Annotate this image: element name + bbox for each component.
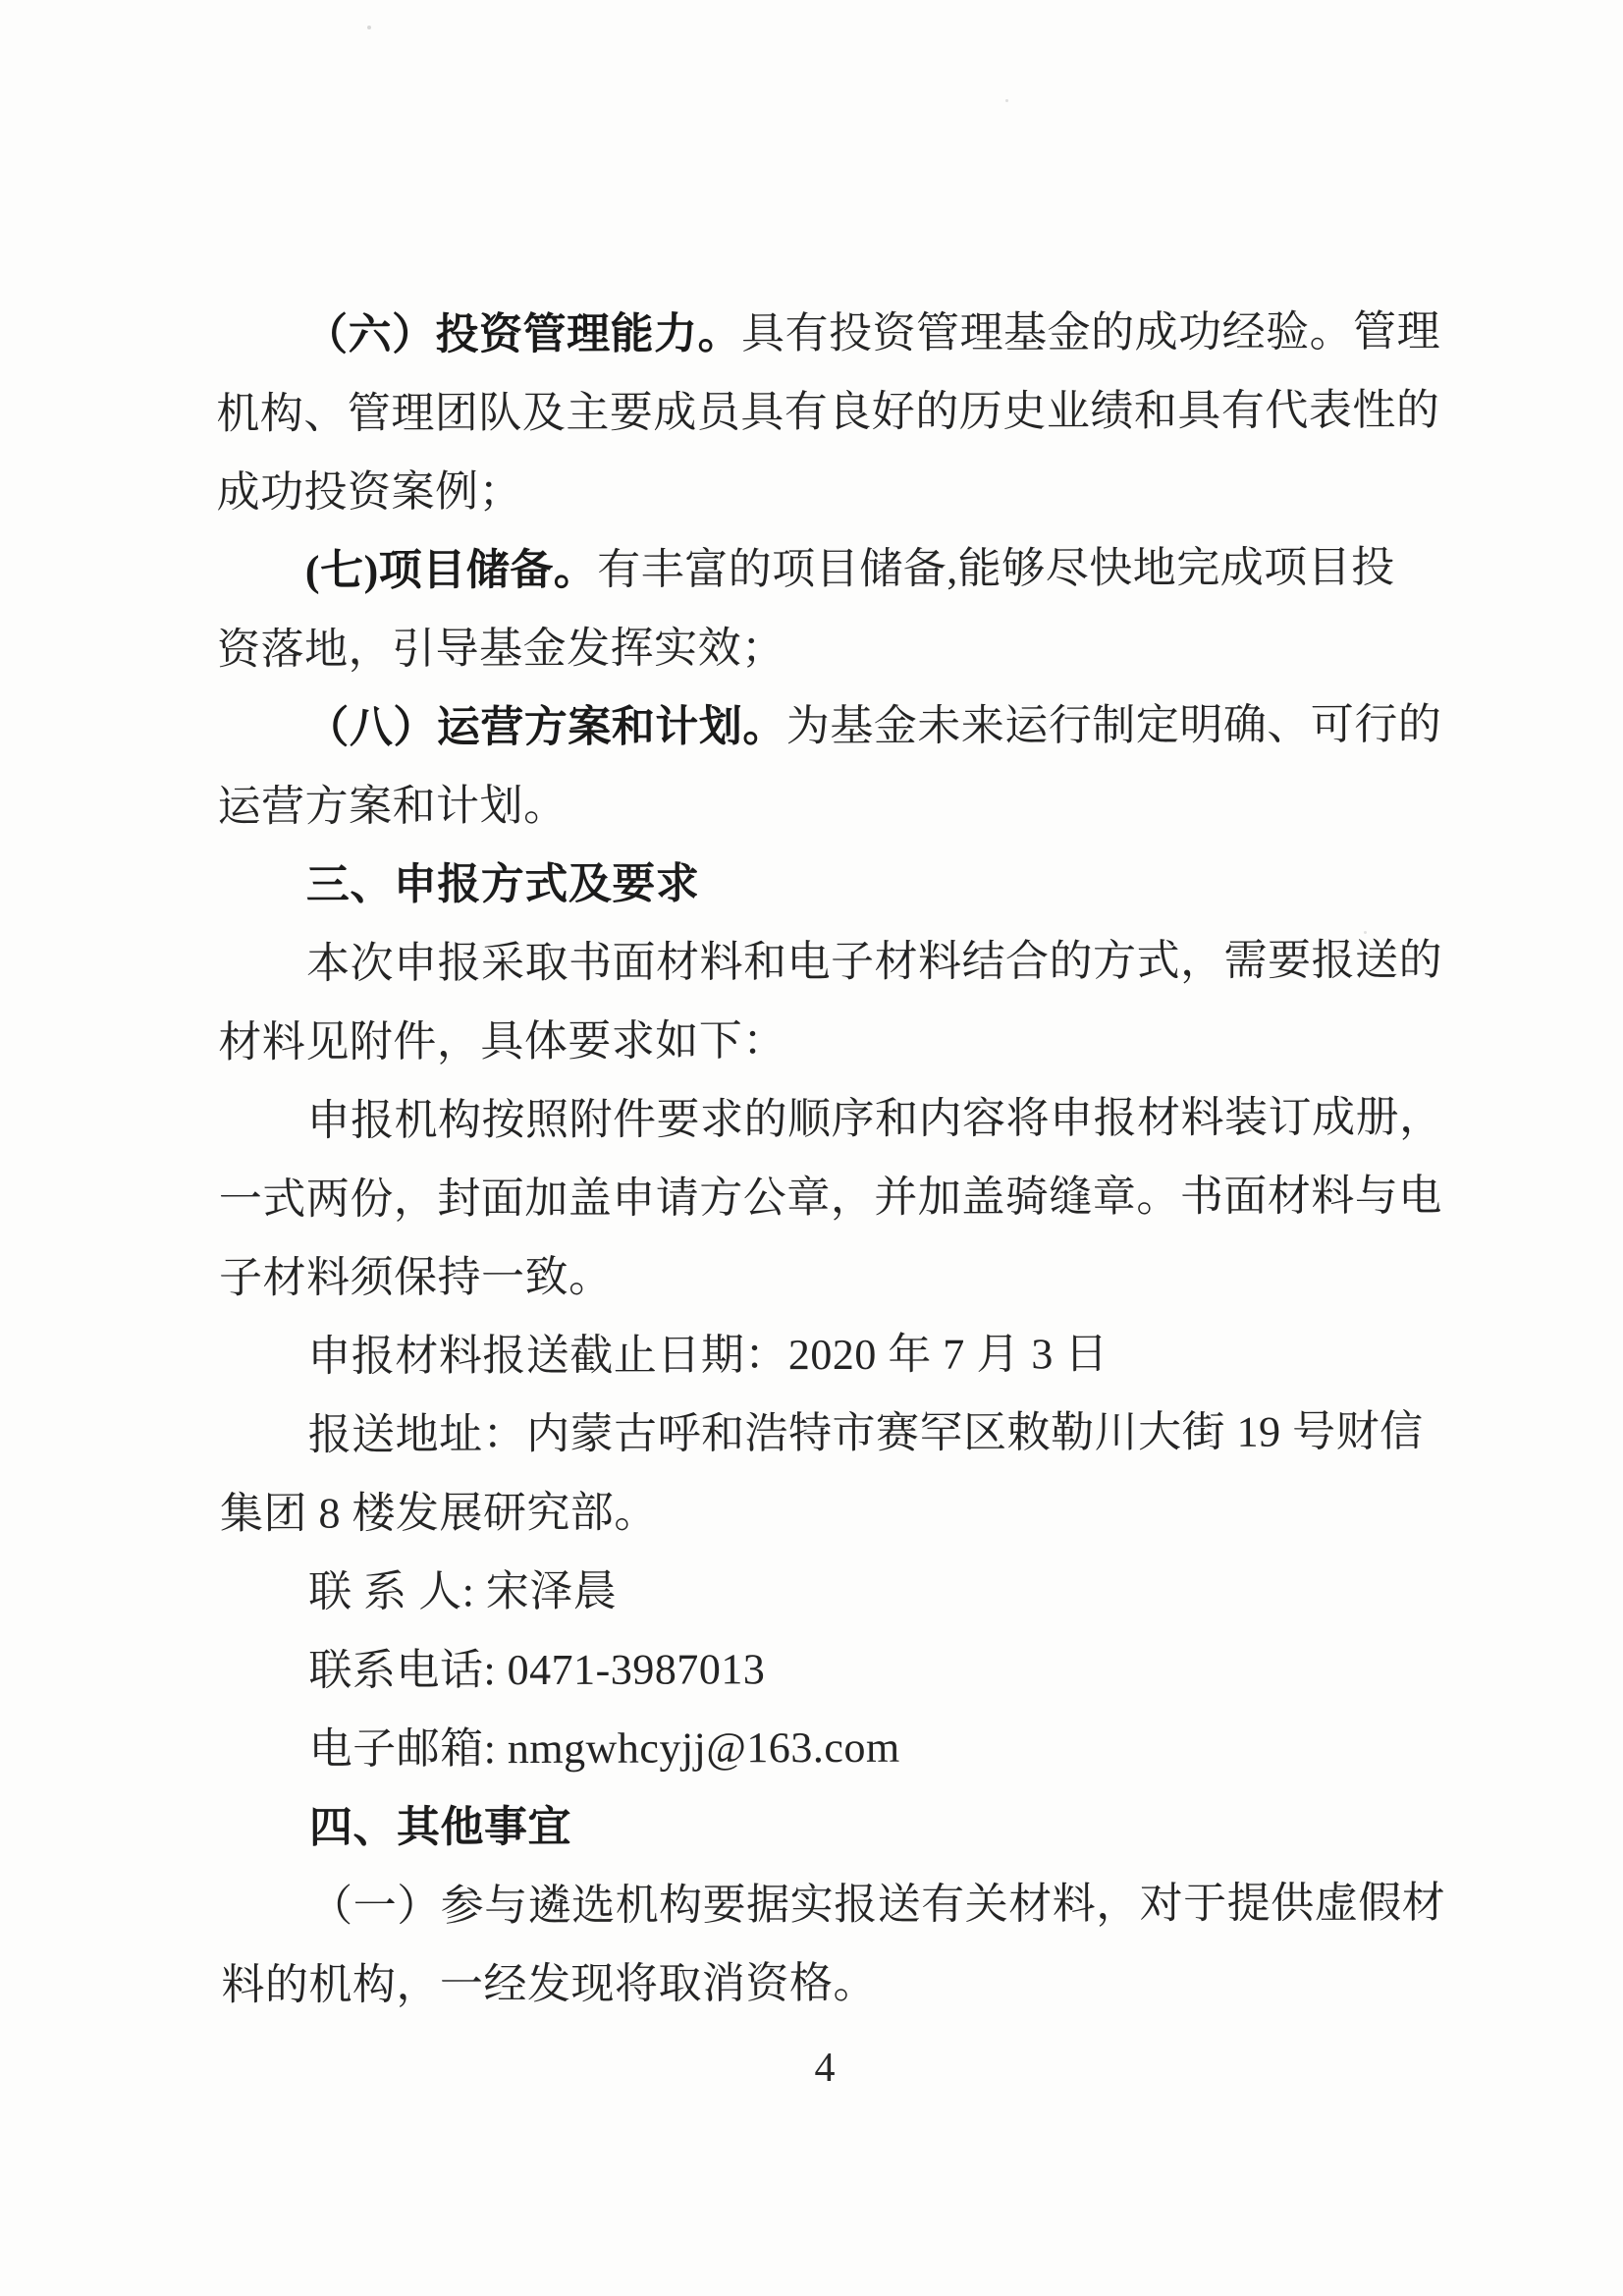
text-line [220, 1393, 1434, 1475]
text-line [217, 607, 1431, 689]
line-text: 有丰富的项目储备,能够尽快地完成项目投 [597, 543, 1395, 594]
line-text: 报送地址：内蒙古呼和浩特市赛罕区敕勒川大街 19 号财信 [307, 1407, 1424, 1459]
line-text: 三、申报方式及要求 [305, 859, 700, 909]
line-text: 成功投资案例； [216, 467, 523, 517]
line-text: 一式两份，封面加盖申请方公章，并加盖骑缝章。书面材料与电 [218, 1172, 1442, 1224]
line-bold-lead: （八）运营方案和计划。 [305, 702, 786, 752]
line-text: 机构、管理团队及主要成员具有良好的历史业绩和具有代表性的 [216, 386, 1440, 438]
section-heading [218, 843, 1432, 925]
line-text: 料的机构，一经发现将取消资格。 [221, 1958, 877, 2009]
text-line [218, 921, 1443, 1004]
text-line [220, 1550, 1434, 1632]
line-text: 本次申报采取书面材料和电子材料结合的方式，需要报送的 [306, 936, 1443, 988]
text-line [219, 1235, 1433, 1318]
section-heading [221, 1785, 1434, 1868]
line-text: 子材料须保持一致。 [219, 1252, 613, 1302]
line-bold-lead: （六）投资管理能力。 [304, 309, 742, 359]
line-text: 联 系 人: 宋泽晨 [308, 1566, 618, 1616]
page-number: 4 [814, 2046, 836, 2091]
line-text: 四、其他事宜 [308, 1802, 571, 1852]
scan-speck [1005, 99, 1008, 102]
text-line [216, 293, 1441, 375]
scan-speck [367, 26, 371, 29]
text-line [219, 1314, 1433, 1396]
text-line [220, 1628, 1434, 1711]
line-text: 资落地，引导基金发挥实效； [217, 624, 785, 674]
text-line [221, 1707, 1434, 1789]
text-line [221, 1942, 1434, 2025]
text-line [217, 450, 1431, 532]
line-text: 为基金未来运行制定明确、可行的 [785, 700, 1442, 751]
line-text: 具有投资管理基金的成功经验。管理 [741, 307, 1441, 358]
line-text: 运营方案和计划。 [217, 781, 568, 831]
document-body [216, 293, 1446, 2025]
text-line [221, 1864, 1446, 1946]
line-text: 申报材料报送截止日期：2020 年 7 月 3 日 [307, 1330, 1109, 1381]
text-line [217, 685, 1442, 768]
text-line [217, 528, 1431, 611]
text-line [219, 1078, 1443, 1161]
line-text: 申报机构按照附件要求的顺序和内容将申报材料装订成册， [306, 1093, 1443, 1145]
line-text: （一）参与遴选机构要据实报送有关材料，对于提供虚假材 [309, 1879, 1446, 1931]
line-text: 联系电话: 0471-3987013 [308, 1645, 766, 1695]
line-bold-lead: (七)项目储备。 [304, 545, 598, 595]
text-line [218, 764, 1432, 847]
text-line [218, 1157, 1442, 1239]
text-line [218, 1000, 1432, 1082]
line-text: 电子邮箱: nmgwhcyjj@163.com [308, 1722, 900, 1774]
line-text: 材料见附件，具体要求如下： [218, 1016, 786, 1066]
line-text: 集团 8 楼发展研究部。 [219, 1488, 658, 1538]
text-line [220, 1471, 1434, 1554]
text-line [216, 371, 1440, 454]
